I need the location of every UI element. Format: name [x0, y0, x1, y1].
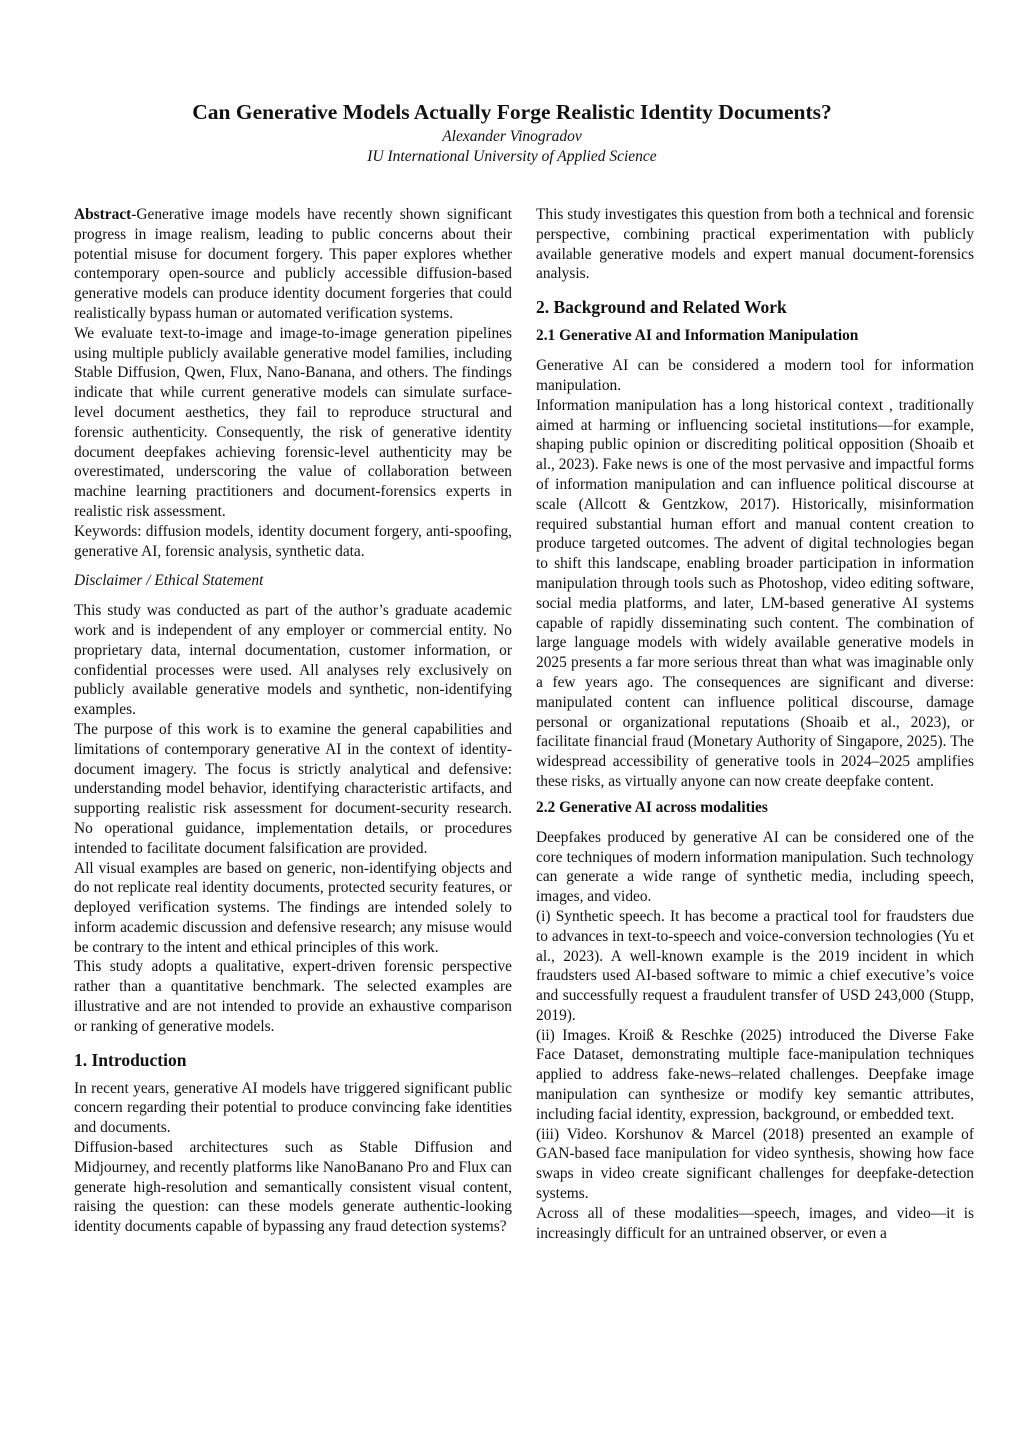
author-affiliation: IU International University of Applied Science — [367, 148, 657, 165]
section-heading-background: 2. Background and Related Work — [536, 297, 787, 318]
subsection-heading-2-1: 2.1 Generative AI and Information Manipulation — [536, 327, 859, 345]
disclaimer-paragraph-3: All visual examples are based on generic, non-identifying objects and do not replicate real identity documents, protected security features, or deployed verification systems. The findings are intended solely to inform academic discussion and defensive research; any misuse would be contrary to the intent and ethical principles of this work. — [74, 859, 512, 956]
left-column — [74, 205, 512, 1237]
author-name: Alexander Vinogradov — [442, 128, 582, 145]
subsection-2-2-paragraph-3: (ii) Images. Kroiß & Reschke (2025) introduced the Diverse Fake Face Dataset, demonstrating multiple face-manipulation techniques applied to address fake-news–related challenges. Deepfake image manipulation can synthesize or modify key semantic attributes, including facial identity, expression, background, or embedded text. — [536, 1026, 974, 1123]
keywords: Keywords: diffusion models, identity document forgery, anti-spoofing, generative AI, forensic analysis, synthetic data. — [74, 522, 512, 560]
abstract-paragraph-2: We evaluate text-to-image and image-to-image generation pipelines using multiple publicly available generative model families, including Stable Diffusion, Qwen, Flux, Nano-Banana, and others. The findings indicate that while current generative models can simulate surface-level document aesthetics, they fail to reproduce structural and forensic authenticity. Consequently, the risk of generative identity document deepfakes achieving forensic-level authenticity may be overestimated, underscoring the value of collaboration between machine learning practitioners and document-forensics experts in realistic risk assessment. — [74, 324, 512, 520]
intro-paragraph-1: In recent years, generative AI models have triggered significant public concern regarding their potential to produce convincing fake identities and documents. — [74, 1079, 512, 1137]
abstract-paragraph — [74, 205, 512, 324]
subsection-2-2-paragraph-4: (iii) Video. Korshunov & Marcel (2018) presented an example of GAN-based face manipulation for video synthesis, showing how face swaps in video create significant challenges for deepfake-detection systems. — [536, 1125, 974, 1203]
paper-title: Can Generative Models Actually Forge Realistic Identity Documents? — [192, 100, 832, 124]
subsection-2-1-paragraph-2: Information manipulation has a long historical context , traditionally aimed at harming or influencing societal institutions—for example, shaping public opinion or discrediting political opposition (Shoaib et al., 2023). Fake news is one of the most pervasive and impactful forms of information manipulation and can influence political discourse at scale (Allcott & Gentzkow, 2017). Historically, misinformation required substantial human effort and manual content creation to produce targeted outcomes. The advent of digital technologies began to shift this landscape, enabling broader participation in information manipulation through tools such as Photoshop, video editing software, social media platforms, and later, LM-based generative AI systems capable of rapidly disseminating such content. The combination of large language models with widely available generative models in 2025 presents a far more serious threat than what was imaginable only a few years ago. The consequences are significant and diverse: manipulated content can influence political discourse, damage personal or organizational reputations (Shoaib et al., 2023), or facilitate financial fraud (Monetary Authority of Singapore, 2025). The widespread accessibility of generative tools in 2024–2025 amplifies these risks, as virtually anyone can now create deepfake content. — [536, 396, 974, 790]
subsection-2-2-paragraph-5: Across all of these modalities—speech, images, and video—it is increasingly difficult for an untrained observer, or even a — [536, 1204, 974, 1242]
section-heading-introduction: 1. Introduction — [74, 1049, 187, 1070]
abstract-text: -Generative image models have recently shown significant progress in image realism, leading to public concerns about their potential misuse for document forgery. This paper explores whether contemporary open-source and publicly accessible diffusion-based generative models can produce identity document forgeries that could realistically bypass human or automated verification systems. — [74, 206, 512, 322]
intro-paragraph-3: This study investigates this question from both a technical and forensic perspective, combining practical experimentation with publicly available generative models and expert manual document-forensics analysis. — [536, 206, 974, 283]
subsection-2-1-paragraph-1: Generative AI can be considered a modern tool for information manipulation. — [536, 357, 974, 394]
right-column — [536, 205, 974, 1243]
disclaimer-paragraph-2: The purpose of this work is to examine the general capabilities and limitations of contemporary generative AI in the context of identity-document imagery. The focus is strictly analytical and defensive: understanding model behavior, identifying characteristic artifacts, and supporting realistic risk assessment for document-security research. No operational guidance, implementation details, or procedures intended to facilitate document falsification are provided. — [74, 720, 512, 857]
paper-header — [0, 97, 1024, 167]
subsection-2-2-paragraph-1: Deepfakes produced by generative AI can be considered one of the core techniques of modern information manipulation. Such technology can generate a wide range of synthetic media, including speech, images, and video. — [536, 828, 974, 906]
disclaimer-paragraph-1: This study was conducted as part of the author’s graduate academic work and is independent of any employer or commercial entity. No proprietary data, internal documentation, customer information, or confidential processes were used. All analyses rely exclusively on publicly available generative models and synthetic, non-identifying examples. — [74, 602, 512, 719]
intro-paragraph-2: Diffusion-based architectures such as Stable Diffusion and Midjourney, and recently platforms like NanoBanano Pro and Flux can generate high-resolution and semantically consistent visual content, raising the question: can these models generate authentic-looking identity documents capable of bypassing any fraud detection systems? — [74, 1139, 512, 1236]
disclaimer-heading: Disclaimer / Ethical Statement — [74, 572, 264, 590]
disclaimer-paragraph-4: This study adopts a qualitative, expert-driven forensic perspective rather than a quantitative benchmark. The selected examples are illustrative and are not intended to provide an exhaustive comparison or ranking of generative models. — [74, 958, 512, 1035]
subsection-2-2-paragraph-2: (i) Synthetic speech. It has become a practical tool for fraudsters due to advances in text-to-speech and voice-conversion technologies (Yu et al., 2023). A well-known example is the 2019 incident in which fraudsters used AI-based software to mimic a chief executive’s voice and successfully request a fraudulent transfer of USD 243,000 (Stupp, 2019). — [536, 907, 974, 1024]
abstract-label: Abstract — [74, 206, 132, 223]
subsection-heading-2-2: 2.2 Generative AI across modalities — [536, 798, 768, 816]
